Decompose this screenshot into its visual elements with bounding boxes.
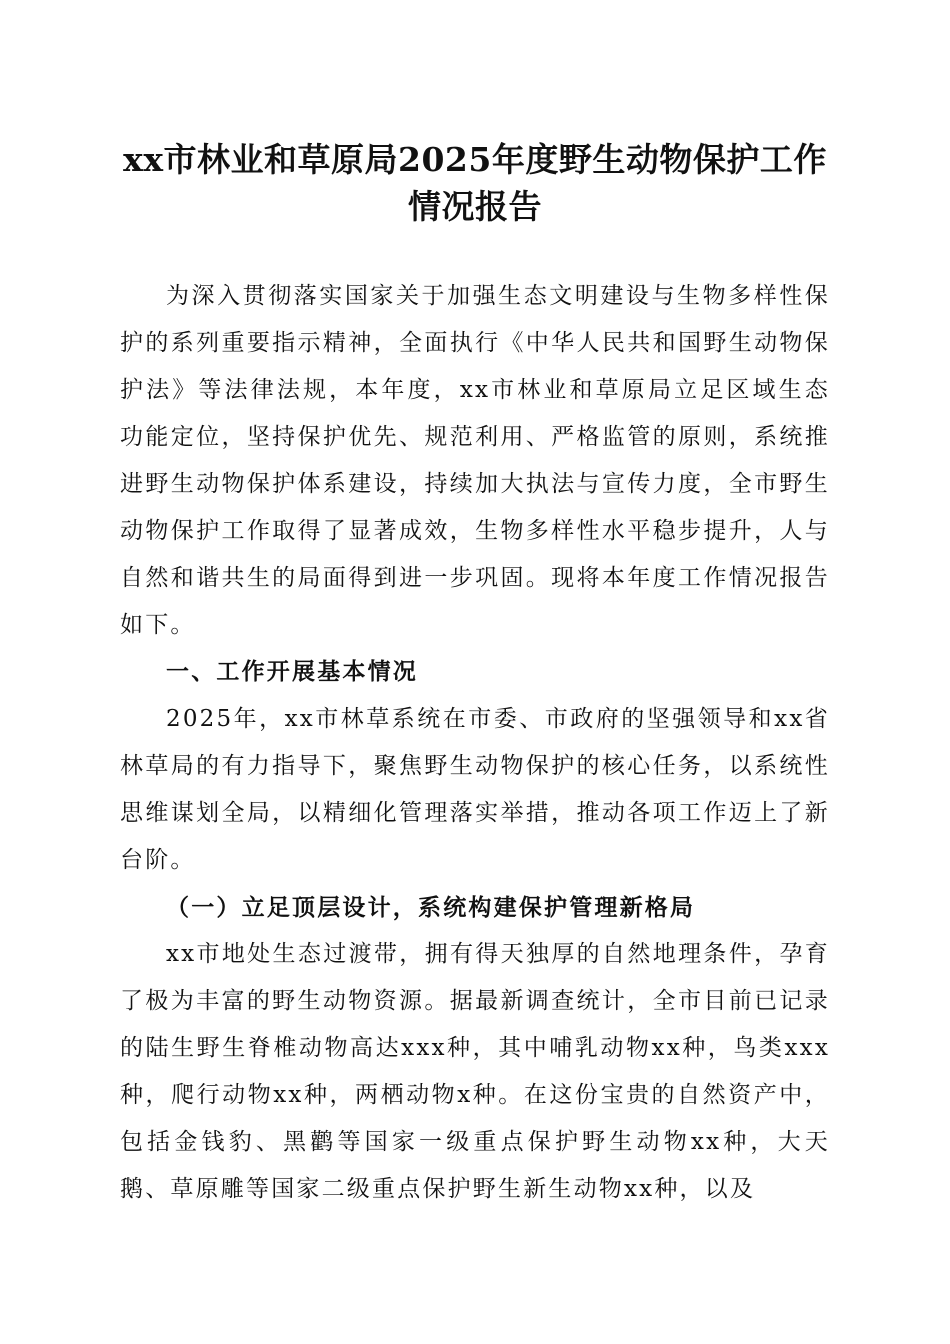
document-title: xx市林业和草原局2025年度野生动物保护工作情况报告 xyxy=(123,140,827,226)
intro-paragraph: 为深入贯彻落实国家关于加强生态文明建设与生物多样性保护的系列重要指示精神，全面执行《中华人民共和国野生动物保护法》等法律法规，本年度，xx市林业和草原局立足区域生态功能定位，坚持保护优先、规范利用、严格监管的原则，系统推进野生动物保护体系建设，持续加大执法与宣传力度，全市野生动物保护工作取得了显著成效，生物多样性水平稳步提升，人与自然和谐共生的局面得到进一步巩固。现将本年度工作情况报告如下。 xyxy=(120,283,830,638)
section-heading-1: 一、工作开展基本情况 xyxy=(166,659,418,685)
section-1-paragraph: 2025年，xx市林草系统在市委、市政府的坚强领导和xx省林草局的有力指导下，聚焦野生动物保护的核心任务，以系统性思维谋划全局，以精细化管理落实举措，推动各项工作迈上了新台阶。 xyxy=(120,706,830,873)
document-body xyxy=(120,273,830,1213)
subsection-1-paragraph: xx市地处生态过渡带，拥有得天独厚的自然地理条件，孕育了极为丰富的野生动物资源。据最新调查统计，全市目前已记录的陆生野生脊椎动物高达xxx种，其中哺乳动物xx种，鸟类xxx种，爬行动物xx种，两栖动物x种。在这份宝贵的自然资产中，包括金钱豹、黑鹳等国家一级重点保护野生动物xx种，大天鹅、草原雕等国家二级重点保护野生新生动物xx种，以及 xyxy=(120,941,830,1202)
subsection-heading-1: （一）立足顶层设计，系统构建保护管理新格局 xyxy=(166,894,696,921)
